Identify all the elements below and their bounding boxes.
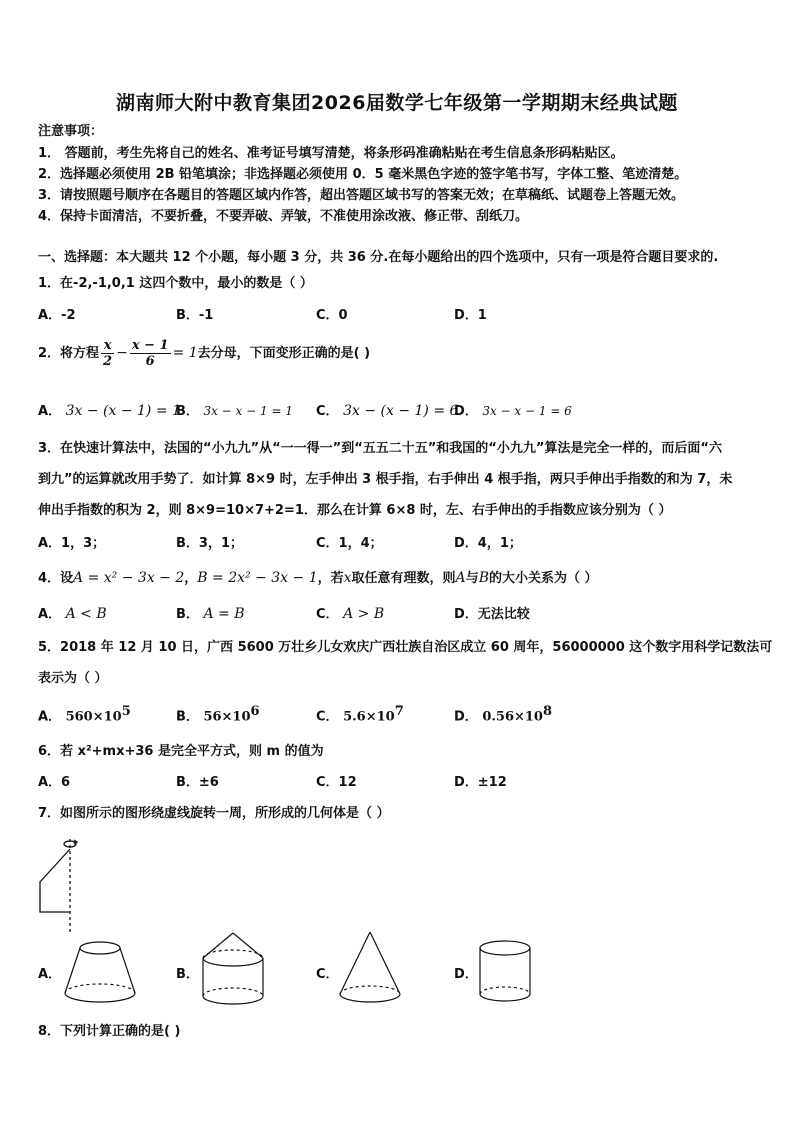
cylinder-solid [475,938,535,1008]
question-2-option-c: C． 3x − (x − 1) = 6 [316,403,459,419]
question-2-option-b: B． 3x − x − 1 = 1 [176,404,293,419]
question-2-stem: 2．将方程 $\frac{x}{2}$ − $\frac{x - 1}{6}$ = 1去分母，下面变形正确的是( ) [38,338,371,369]
fraction-x-minus-1-over-6: $\frac{x - 1}{6}$ [131,338,169,369]
question-5-option-d: D． $0.56\times 10^8$ [454,704,553,725]
notice-item: 3．请按照题号顺序在各题目的答题区域内作答，超出答题区域书写的答案无效；在草稿纸、试题卷上答题无效。 [38,188,685,203]
notice-heading: 注意事项： [38,124,104,139]
question-3-option-b: B．3，1； [176,536,243,551]
question-6-option-d: D．±12 [454,775,507,790]
question-1-option-b: B．-1 [176,308,214,323]
notice-item: 1． 答题前，考生先将自己的姓名、准考证号填写清楚，将条形码准确粘贴在考生信息条形码粘贴区。 [38,146,624,161]
question-2-option-a: A． 3x − (x − 1) = 1 [38,403,181,419]
question-6-option-b: B．±6 [176,775,219,790]
question-5-line: 5．2018 年 12 月 10 日，广西 5600 万壮乡儿女欢庆广西壮族自治区成立 60 周年，56000000 这个数字用科学记数法可 [38,640,773,655]
question-2-option-d: D． 3x − x − 1 = 6 [454,404,572,419]
cone-solid [335,928,405,1008]
question-1-option-d: D．1 [454,308,487,323]
question-5-option-b: B． $56\times 10^6$ [176,704,260,725]
question-1-option-a: A．-2 [38,308,76,323]
question-4-option-d: D．无法比较 [454,607,530,622]
question-3-option-c: C．1，4； [316,536,383,551]
cone-on-cylinder-solid [198,930,268,1010]
question-6-option-a: A．6 [38,775,71,790]
frustum-solid [60,938,140,1008]
question-1-stem: 1．在-2,-1,0,1 这四个数中，最小的数是（ ） [38,276,313,291]
question-5-option-c: C． $5.6\times 10^7$ [316,704,404,725]
question-4-option-a: A． A < B [38,606,107,622]
question-7-option-a-label: A． [38,967,62,982]
question-4-option-c: C． A > B [316,606,385,622]
rotation-figure [30,834,90,934]
question-5-line: 表示为（ ） [38,671,108,686]
question-1-option-c: C．0 [316,308,348,323]
question-3-line: 伸出手指数的积为 2，则 8×9=10×7+2=1．那么在计算 6×8 时，左、右手伸出的手指数应该分别为（ ） [38,503,672,518]
question-4-option-b: B． A = B [176,606,245,622]
question-6-stem: 6．若 x²+mx+36 是完全平方式，则 m 的值为 [38,744,324,759]
question-3-line: 到九”的运算就改用手势了．如计算 8×9 时，左手伸出 3 根手指，右手伸出 4 根手指，两只手伸出手指数的和为 7，未 [38,472,733,487]
section-heading: 一、选择题：本大题共 12 个小题，每小题 3 分，共 36 分.在每小题给出的四个选项中，只有一项是符合题目要求的. [38,250,719,265]
page-title: 湖南师大附中教育集团2026届数学七年级第一学期期末经典试题 [116,92,678,114]
question-6-option-c: C．12 [316,775,357,790]
question-7-option-c-label: C． [316,967,339,982]
question-7-stem: 7．如图所示的图形绕虚线旋转一周，所形成的几何体是（ ） [38,806,390,821]
notice-item: 2．选择题必须使用 2B 铅笔填涂；非选择题必须使用 0．5 毫米黑色字迹的签字笔书写，字体工整、笔迹清楚。 [38,167,688,182]
notice-item: 4．保持卡面清洁，不要折叠，不要弄破、弄皱，不准使用涂改液、修正带、刮纸刀。 [38,209,529,224]
question-3-line: 3．在快速计算法中，法国的“小九九”从“一一得一”到“五五二十五”和我国的“小九九”算法是完全一样的，而后面“六 [38,441,722,456]
question-3-option-a: A．1，3； [38,536,106,551]
question-3-option-d: D．4，1； [454,536,522,551]
question-4-stem: 4．设A = x² − 3x − 2，B = 2x² − 3x − 1，若x取任意有理数，则A与B的大小关系为（ ） [38,570,598,586]
question-2-prefix: 2．将方程 [38,346,100,361]
question-7-option-d-label: D． [454,967,478,982]
question-5-option-a: A． $560\times 10^5$ [38,704,131,725]
question-2-suffix: 去分母，下面变形正确的是( ) [197,346,371,361]
fraction-x-over-2: $\frac{x}{2}$ [103,338,113,369]
question-7-option-b-label: B． [176,967,199,982]
question-8-stem: 8．下列计算正确的是( ) [38,1024,181,1039]
